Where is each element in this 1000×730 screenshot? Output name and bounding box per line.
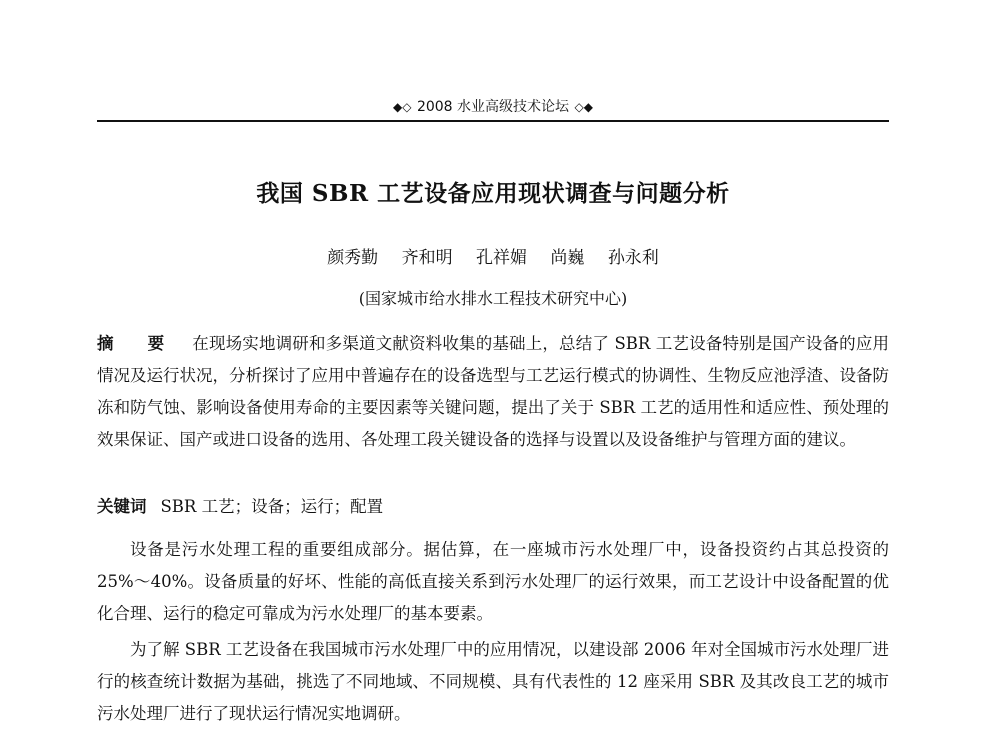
body-paragraph: 设备是污水处理工程的重要组成部分。据估算，在一座城市污水处理厂中，设备投资约占其总投资的 25%～40%。设备质量的好坏、性能的高低直接关系到污水处理厂的运行效果，而工艺设计中设备配置的优化合理、运行的稳定可靠成为污水处理厂的基本要素。 — [97, 540, 889, 623]
author-name: 颜秀勤 — [327, 248, 379, 268]
keywords-paragraph — [97, 491, 889, 523]
author-name: 尚巍 — [550, 248, 585, 268]
keywords-text: SBR 工艺；设备；运行；配置 — [160, 497, 384, 516]
header-rule — [97, 120, 889, 122]
affiliation: (国家城市给水排水工程技术研究中心) — [358, 289, 628, 308]
header-left-ornament: ◆◇ — [393, 100, 412, 114]
abstract-paragraph — [97, 328, 889, 456]
author-name: 齐和明 — [401, 248, 453, 268]
paper-title: 我国 SBR 工艺设备应用现状调查与问题分析 — [256, 180, 730, 207]
abstract-text: 在现场实地调研和多渠道文献资料收集的基础上，总结了 SBR 工艺设备特别是国产设备的应用情况及运行状况，分析探讨了应用中普遍存在的设备选型与工艺运行模式的协调性、生物反应池浮渣、设备防冻和防气蚀、影响设备使用寿命的主要因素等关键问题，提出了关于 SBR 工艺的适用性和适应性、预处理的效果保证、国产或进口设备的选用、各处理工段关键设备的选择与设置以及设备维护与管理方面的建议。 — [97, 334, 889, 449]
body-paragraph: 为了解 SBR 工艺设备在我国城市污水处理厂中的应用情况，以建设部 2006 年对全国城市污水处理厂进行的核查统计数据为基础，挑选了不同地域、不同规模、具有代表性的 12 座采用 SBR 及其改良工艺的城市污水处理厂进行了现状运行情况实地调研。 — [97, 640, 889, 723]
header-right-ornament: ◇◆ — [574, 100, 593, 114]
author-name: 孔祥媚 — [476, 248, 527, 268]
author-name: 孙永利 — [607, 248, 659, 268]
keywords-label: 关键词 — [97, 497, 147, 516]
header-text: 2008 水业高级技术论坛 — [416, 99, 570, 115]
abstract-label: 摘 要 — [97, 334, 179, 353]
author-list — [97, 246, 889, 270]
